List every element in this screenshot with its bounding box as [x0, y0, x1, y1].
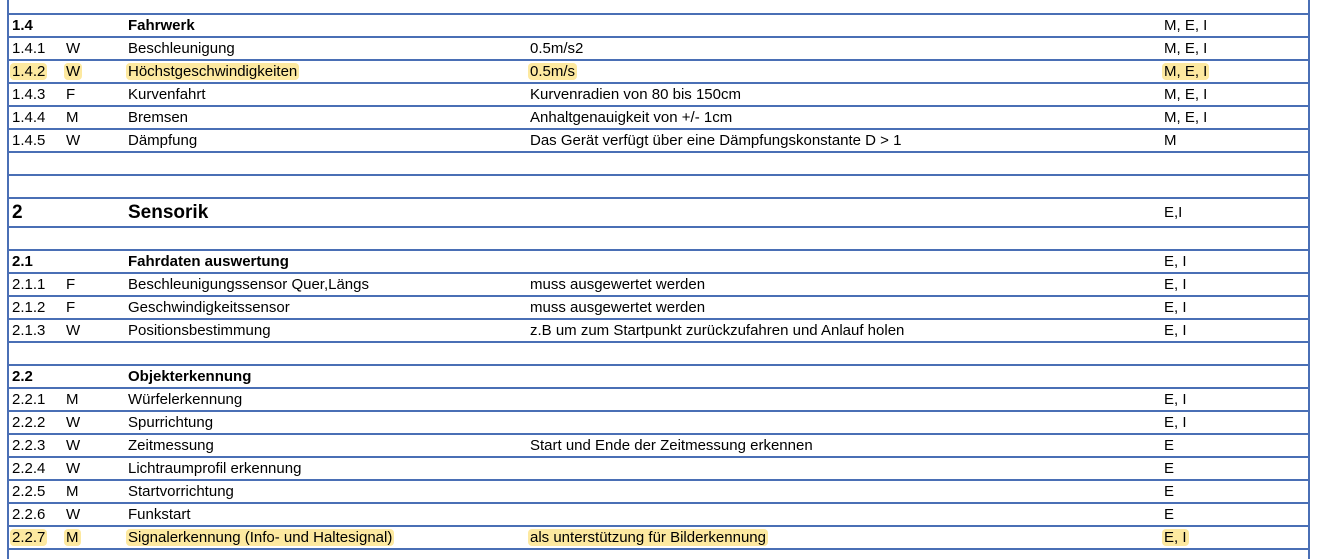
req-type: W — [66, 437, 81, 454]
req-id: 2.2.4 — [12, 460, 46, 477]
req-id: 2.1.1 — [12, 276, 46, 293]
req-type: W — [66, 322, 81, 339]
table-row — [10, 412, 1308, 433]
table-row — [10, 107, 1308, 128]
table-row — [10, 297, 1308, 318]
req-type: F — [66, 86, 76, 103]
req-name: Funkstart — [128, 506, 191, 523]
table-row — [10, 130, 1308, 151]
section-row-fahrwerk — [10, 15, 1308, 36]
req-responsible: M, E, I — [1164, 109, 1208, 126]
req-id: 2.2.2 — [12, 414, 46, 431]
req-name: Zeitmessung — [128, 437, 214, 454]
req-type: M — [66, 391, 79, 408]
req-responsible: E — [1164, 437, 1175, 454]
grid-line — [8, 226, 1309, 228]
req-type: W — [66, 63, 81, 80]
req-desc: Start und Ende der Zeitmessung erkennen — [530, 437, 813, 454]
section-id: 2 — [12, 202, 23, 223]
req-name: Dämpfung — [128, 132, 198, 149]
req-desc: 0.5m/s — [530, 63, 576, 80]
section-id: 2.1 — [12, 253, 33, 270]
req-id: 2.2.1 — [12, 391, 46, 408]
table-row-highlighted — [10, 61, 1308, 82]
req-responsible: M, E, I — [1164, 40, 1208, 57]
req-type: W — [66, 506, 81, 523]
table-row-highlighted — [10, 527, 1308, 548]
req-id: 1.4.5 — [12, 132, 46, 149]
table-row — [10, 389, 1308, 410]
req-name: Beschleunigung — [128, 40, 235, 57]
req-name: Geschwindigkeitssensor — [128, 299, 290, 316]
req-responsible: M, E, I — [1164, 86, 1208, 103]
req-responsible: E — [1164, 460, 1175, 477]
req-name: Beschleunigungssensor Quer,Längs — [128, 276, 369, 293]
grid-line — [8, 341, 1309, 343]
req-type: F — [66, 299, 76, 316]
grid-line — [8, 151, 1309, 153]
req-id: 1.4.3 — [12, 86, 46, 103]
grid-line — [8, 174, 1309, 176]
req-name: Spurrichtung — [128, 414, 214, 431]
req-desc: Kurvenradien von 80 bis 150cm — [530, 86, 741, 103]
req-name: Würfelerkennung — [128, 391, 243, 408]
req-responsible: E — [1164, 483, 1175, 500]
req-desc: als unterstützung für Bilderkennung — [530, 529, 766, 546]
req-id: 1.4.1 — [12, 40, 46, 57]
section-row-sensorik — [10, 201, 1308, 225]
req-name: Bremsen — [128, 109, 189, 126]
table-row — [10, 458, 1308, 479]
table-row — [10, 481, 1308, 502]
section-title: Fahrdaten auswertung — [128, 253, 289, 270]
section-id: 1.4 — [12, 17, 33, 34]
section-title: Fahrwerk — [128, 17, 195, 34]
section-responsible: M, E, I — [1164, 17, 1208, 34]
table-row — [10, 84, 1308, 105]
req-responsible: M — [1164, 132, 1177, 149]
req-type: M — [66, 483, 79, 500]
section-row-objekterkennung — [10, 366, 1308, 387]
section-responsible: E, I — [1164, 253, 1187, 270]
req-desc: muss ausgewertet werden — [530, 299, 706, 316]
section-id: 2.2 — [12, 368, 33, 385]
req-type: W — [66, 40, 81, 57]
req-responsible: E — [1164, 506, 1175, 523]
req-type: M — [66, 109, 79, 126]
req-type: M — [66, 529, 79, 546]
req-responsible: E, I — [1164, 529, 1187, 546]
grid-line — [8, 197, 1309, 199]
table-row — [10, 38, 1308, 59]
req-desc: Anhaltgenauigkeit von +/- 1cm — [530, 109, 733, 126]
req-responsible: E, I — [1164, 322, 1187, 339]
grid-line — [8, 548, 1309, 550]
req-name: Lichtraumprofil erkennung — [128, 460, 302, 477]
req-id: 2.2.3 — [12, 437, 46, 454]
table-row — [10, 320, 1308, 341]
req-responsible: E, I — [1164, 299, 1187, 316]
req-id: 1.4.4 — [12, 109, 46, 126]
req-desc: muss ausgewertet werden — [530, 276, 706, 293]
req-type: W — [66, 460, 81, 477]
section-responsible: E,I — [1164, 204, 1183, 221]
section-title: Objekterkennung — [128, 368, 252, 385]
req-id: 2.2.7 — [12, 529, 46, 546]
req-responsible: M, E, I — [1164, 63, 1208, 80]
table-row — [10, 435, 1308, 456]
section-row-fahrdaten — [10, 251, 1308, 272]
req-id: 2.1.2 — [12, 299, 46, 316]
section-title: Sensorik — [128, 202, 209, 223]
table-row — [10, 274, 1308, 295]
req-id: 2.2.5 — [12, 483, 46, 500]
req-type: F — [66, 276, 76, 293]
req-name: Signalerkennung (Info- und Haltesignal) — [128, 529, 393, 546]
req-id: 2.2.6 — [12, 506, 46, 523]
table-row — [10, 504, 1308, 525]
req-responsible: E, I — [1164, 276, 1187, 293]
req-responsible: E, I — [1164, 391, 1187, 408]
req-name: Höchstgeschwindigkeiten — [128, 63, 298, 80]
req-name: Positionsbestimmung — [128, 322, 271, 339]
req-name: Kurvenfahrt — [128, 86, 206, 103]
req-desc: 0.5m/s2 — [530, 40, 584, 57]
req-desc: z.B um zum Startpunkt zurückzufahren und Anlauf holen — [530, 322, 905, 339]
req-id: 1.4.2 — [12, 63, 46, 80]
req-responsible: E, I — [1164, 414, 1187, 431]
req-name: Startvorrichtung — [128, 483, 234, 500]
req-desc: Das Gerät verfügt über eine Dämpfungskonstante D > 1 — [530, 132, 902, 149]
req-type: W — [66, 132, 81, 149]
req-type: W — [66, 414, 81, 431]
req-id: 2.1.3 — [12, 322, 46, 339]
